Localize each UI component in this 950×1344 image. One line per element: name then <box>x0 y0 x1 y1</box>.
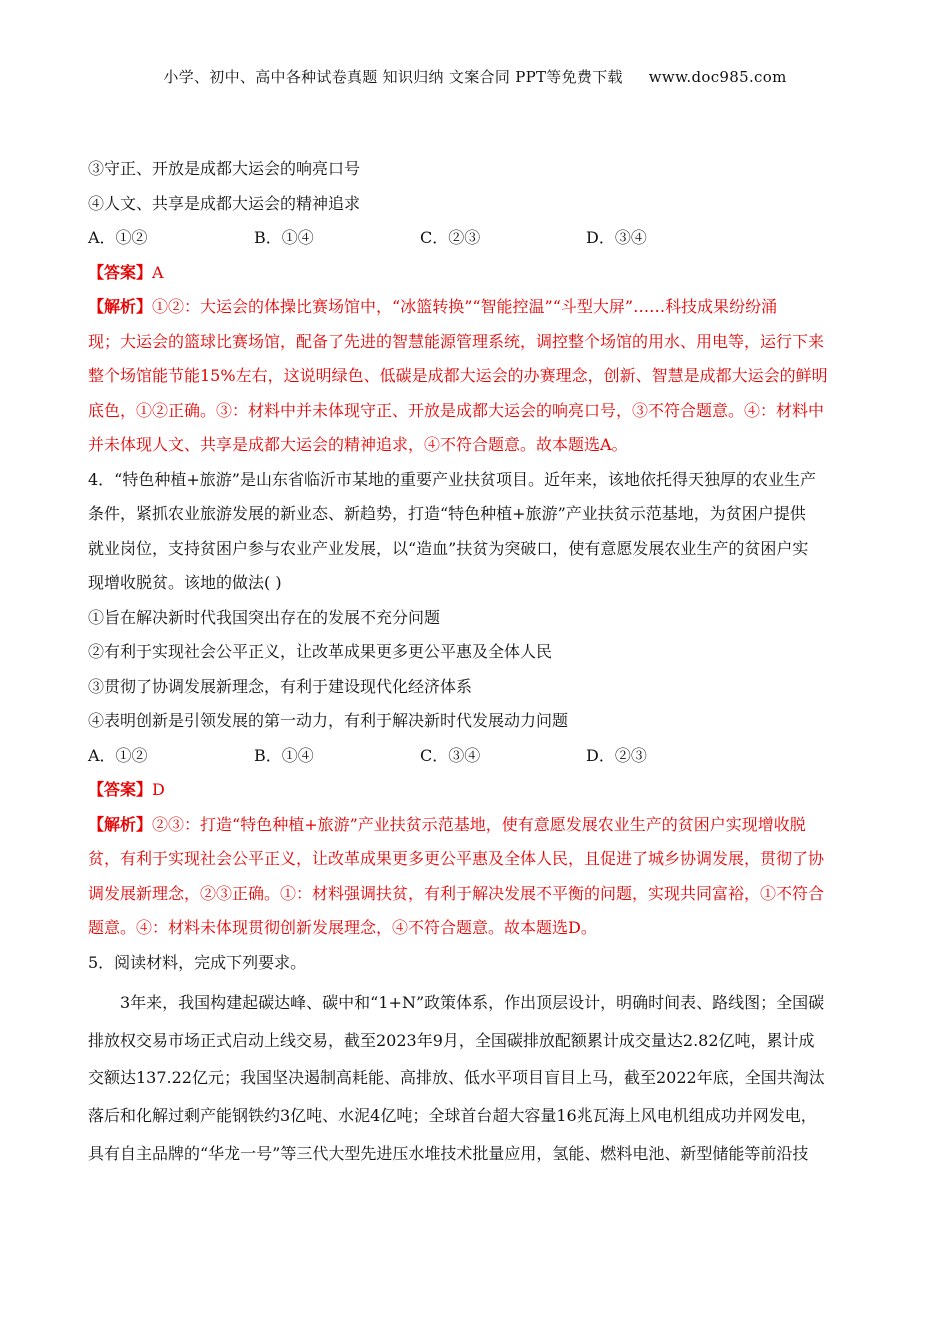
q3-analysis-line-2: 现；大运会的篮球比赛场馆，配备了先进的智慧能源管理系统，调控整个场馆的用水、用电等，运行下来 <box>88 331 825 351</box>
q3-item-3: ③守正、开放是成都大运会的响亮口号 <box>88 159 361 178</box>
q3-option-c: C．②③ <box>420 228 481 247</box>
q5-material-line-1 <box>88 984 868 1022</box>
q3-analysis-label: 【解析】 <box>88 297 153 316</box>
q4-stem-line-4: 现增收脱贫。该地的做法( ) <box>88 573 282 592</box>
q4-analysis-line-1 <box>88 808 868 843</box>
q3-analysis-line-4: 底色，①②正确。③：材料中并未体现守正、开放是成都大运会的响亮口号，③不符合题意。④：材料中 <box>88 400 825 420</box>
q4-analysis-line-4: 题意。④：材料未体现贯彻创新发展理念，④不符合题意。故本题选D。 <box>88 918 597 937</box>
q3-answer-label: 【答案】 <box>88 262 153 282</box>
q5-material-line-2: 排放权交易市场正式启动上线交易，截至2023年9月，全国碳排放配额累计成交量达2.82亿吨，累计成 <box>88 1030 815 1050</box>
q3-answer <box>88 256 868 291</box>
q4-analysis-line-3: 调发展新理念，②③正确。①：材料强调扶贫，有利于解决发展不平衡的问题，实现共同富裕，①不符合 <box>88 883 825 903</box>
q4-stem-line-3: 就业岗位，支持贫困户参与农业产业发展，以“造血”扶贫为突破口，使有意愿发展农业生产的贫困户实 <box>88 538 809 558</box>
q5-stem: 5．阅读材料，完成下列要求。 <box>88 952 307 972</box>
q4-analysis-line-2: 贫，有利于实现社会公平正义，让改革成果更多更公平惠及全体人民，且促进了城乡协调发展，贯彻了协 <box>88 849 825 868</box>
q3-item-4: ④人文、共享是成都大运会的精神追求 <box>88 193 361 213</box>
q3-analysis-line-5: 并未体现人文、共享是成都大运会的精神追求，④不符合题意。故本题选A。 <box>88 435 628 454</box>
q3-analysis-line-1 <box>88 290 868 325</box>
q4-item-4: ④表明创新是引领发展的第一动力，有利于解决新时代发展动力问题 <box>88 711 569 730</box>
q5-material-line-3: 交额达137.22亿元；我国坚决遏制高耗能、高排放、低水平项目盲目上马，截至2022年底，全国共淘汰 <box>88 1068 825 1088</box>
q5-material-line-4: 落后和化解过剩产能钢铁约3亿吨、水泥4亿吨；全球首台超大容量16兆瓦海上风电机组成功并网发电， <box>88 1106 817 1126</box>
q4-answer-value: D <box>152 780 165 799</box>
q5-material-line-5: 具有自主品牌的“华龙一号”等三代大型先进压水堆技术批量应用，氢能、燃料电池、新型储能等前沿技 <box>88 1143 809 1163</box>
q4-analysis-label: 【解析】 <box>88 814 153 834</box>
document-body <box>88 152 868 1172</box>
q4-item-1: ①旨在解决新时代我国突出存在的发展不充分问题 <box>88 607 441 627</box>
q4-option-b: B．①④ <box>254 745 314 765</box>
q3-analysis-line-3: 整个场馆能节能15%左右，这说明绿色、低碳是成都大运会的办赛理念，创新、智慧是成都大运会的鲜明 <box>88 366 828 385</box>
q3-analysis-text: ①②：大运会的体操比赛场馆中，“冰篮转换”“智能控温”“斗型大屏”……科技成果纷纷涌 <box>152 297 778 316</box>
q3-option-b: B．①④ <box>254 228 314 247</box>
header-text: 小学、初中、高中各种试卷真题 知识归纳 文案合同 PPT等免费下载 <box>163 68 623 86</box>
q4-stem-line-1: 4．“特色种植+旅游”是山东省临沂市某地的重要产业扶贫项目。近年来，该地依托得天独厚的农业生产 <box>88 469 816 489</box>
q3-option-d: D．③④ <box>586 228 647 247</box>
q3-option-a: A．①② <box>88 228 148 247</box>
q4-item-3: ③贯彻了协调发展新理念，有利于建设现代化经济体系 <box>88 676 473 696</box>
q4-answer <box>88 773 868 808</box>
q3-options <box>88 221 868 256</box>
q4-stem-line-2: 条件，紧抓农业旅游发展的新业态、新趋势，打造“特色种植+旅游”产业扶贫示范基地，为贫困户提供 <box>88 504 806 523</box>
q4-analysis-text: ②③：打造“特色种植+旅游”产业扶贫示范基地，使有意愿发展农业生产的贫困户实现增收脱 <box>152 814 806 834</box>
q4-option-d: D．②③ <box>586 745 647 765</box>
q4-option-c: C．③④ <box>420 745 481 765</box>
q5-material-text-1: 3年来，我国构建起碳达峰、碳中和“1+N”政策体系，作出顶层设计，明确时间表、路线图；全国碳 <box>120 993 825 1012</box>
q4-answer-label: 【答案】 <box>88 780 153 799</box>
q5-material <box>88 984 868 1172</box>
header-url[interactable]: www.doc985.com <box>648 68 787 86</box>
q4-options <box>88 739 868 774</box>
q4-item-2: ②有利于实现社会公平正义，让改革成果更多更公平惠及全体人民 <box>88 642 553 661</box>
q4-option-a: A．①② <box>88 745 148 765</box>
q3-answer-value: A <box>152 262 164 282</box>
page-header <box>0 66 950 87</box>
